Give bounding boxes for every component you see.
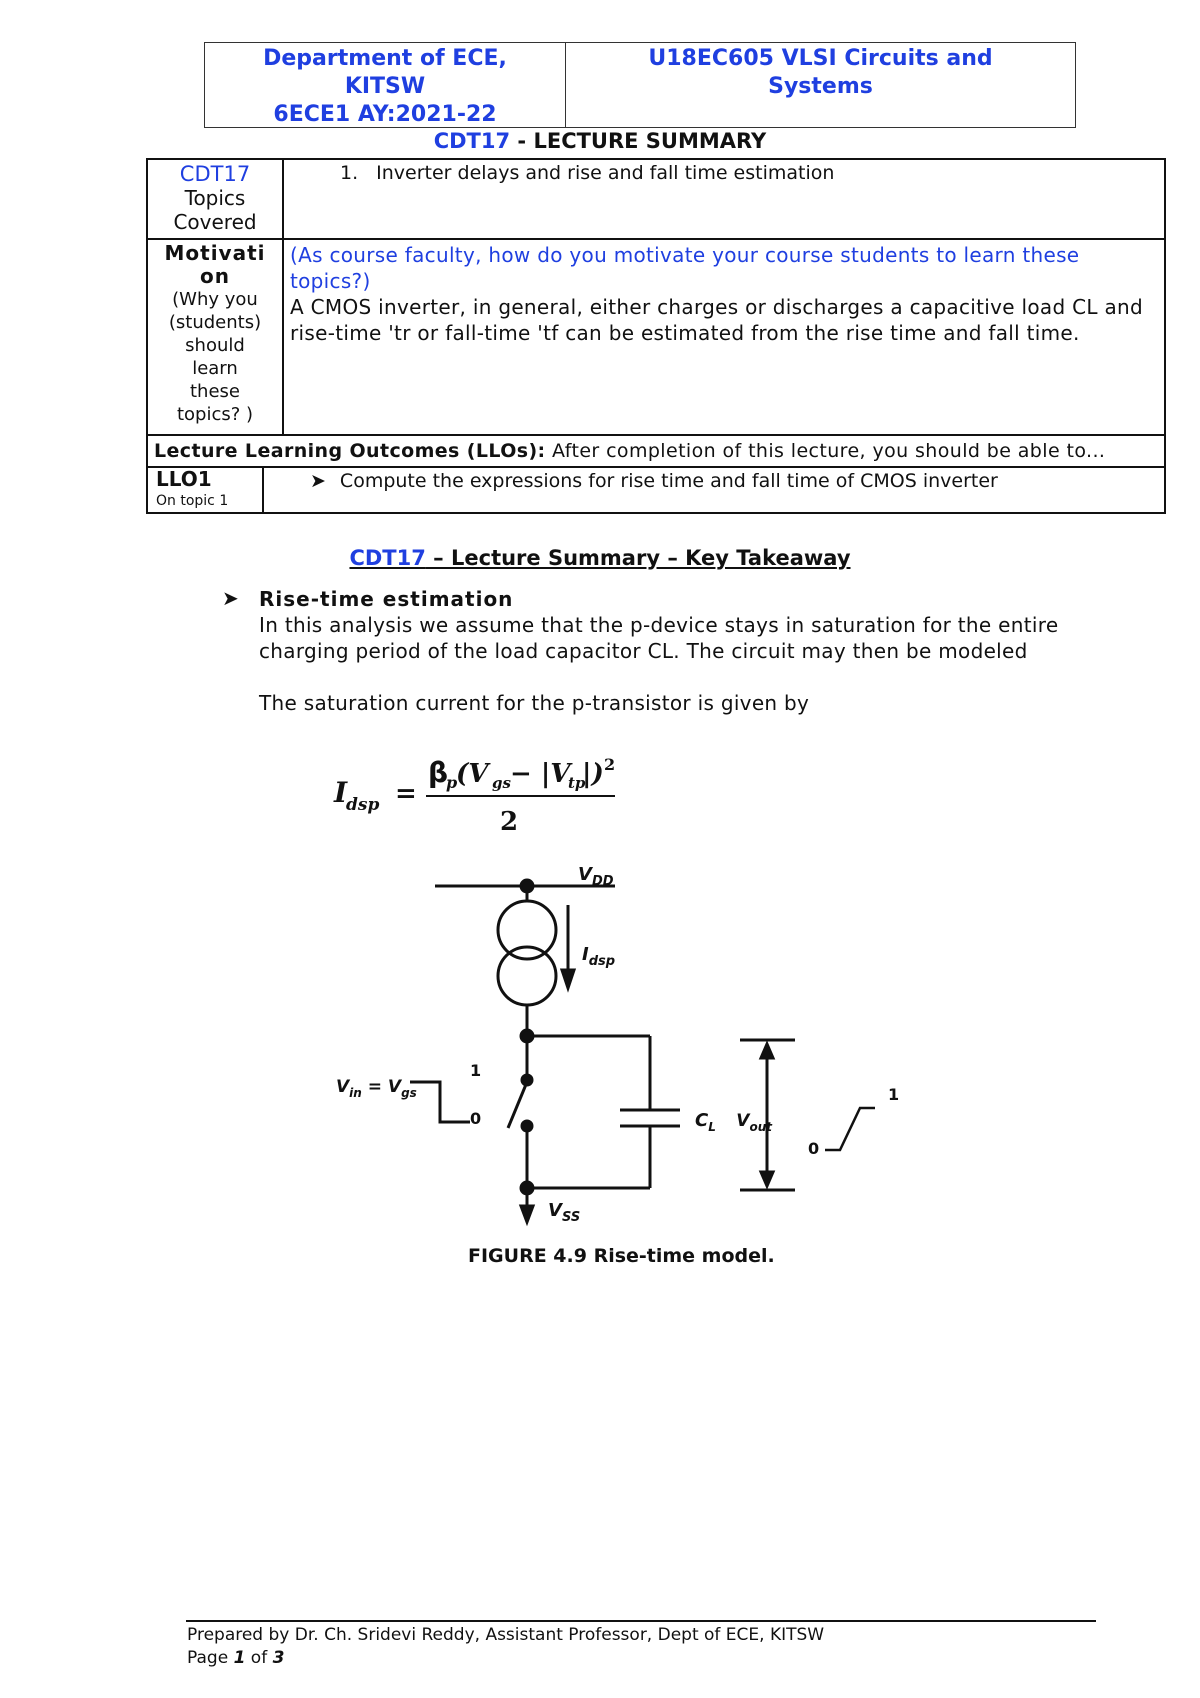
topics-row: [147, 159, 1165, 239]
motivation-sub1: (Why you: [172, 289, 258, 310]
topics-label-line3: Covered: [173, 210, 257, 234]
llo-outcome-cell: [263, 468, 1164, 512]
formula-num-sub2: gs: [492, 774, 511, 792]
footer-divider: [186, 1620, 1096, 1622]
current-page: 1: [233, 1648, 246, 1668]
motivation-sub3: should: [185, 335, 245, 356]
formula-num-sub: p: [446, 773, 458, 792]
motivation-label-line1: Motivati: [164, 241, 266, 265]
llo-row: [147, 467, 1165, 513]
footer: [187, 1624, 824, 1670]
key-takeaway-code: CDT17: [349, 546, 426, 570]
formula-lhs: I: [334, 776, 348, 809]
department-name: Department of ECE,: [263, 46, 507, 71]
switch-label-one: 1: [470, 1061, 482, 1080]
llo-outcome-text: Compute the expressions for rise time and fall time of CMOS inverter: [339, 470, 998, 492]
formula-lhs-sub: dsp: [346, 795, 380, 815]
content-body: [259, 586, 1099, 716]
vin-label: $V_{in} = V_{gs}$: [336, 1077, 417, 1100]
footer-page-number: Page 1 of 3: [187, 1648, 285, 1668]
vss-label: $V_{SS}$: [548, 1200, 581, 1225]
capacitor-label: $C_L$: [695, 1110, 716, 1134]
motivation-label-cell: [147, 239, 283, 435]
formula-num-part-c: |): [582, 759, 604, 789]
motivation-content-cell: [283, 239, 1165, 435]
current-source-upper: [498, 901, 556, 959]
llo-code-sub: On topic 1: [156, 493, 229, 509]
motivation-text: A CMOS inverter, in general, either charges or discharges a capacitive load CL and rise-time 'tr or fall-time 'tf can be estimated from the rise time and fall time.: [290, 295, 1144, 345]
header-box: [204, 42, 1076, 128]
key-takeaway-title: [0, 546, 1200, 570]
formula-numerator: β: [428, 756, 449, 789]
figure-caption: FIGURE 4.9 Rise-time model.: [468, 1245, 775, 1267]
llo-heading-rest: After completion of this lecture, you should be able to...: [545, 440, 1106, 462]
paragraph-2: The saturation current for the p-transistor is given by: [259, 691, 810, 715]
footer-prepared-by: Prepared by Dr. Ch. Sridevi Reddy, Assistant Professor, Dept of ECE, KITSW: [187, 1625, 825, 1645]
topics-content-cell: [283, 159, 1165, 239]
lecture-summary-title: [0, 129, 1200, 153]
summary-code: CDT17: [433, 129, 511, 153]
department-cell: [205, 43, 566, 127]
section-heading: Rise-time estimation: [259, 587, 514, 611]
rise-time-model-figure: [320, 850, 940, 1270]
formula-equals: =: [395, 779, 417, 809]
topics-label-cell: [147, 159, 283, 239]
vin-step: [410, 1082, 470, 1122]
vout-label: $V_{out}$: [736, 1111, 772, 1134]
topic-number: 1.: [340, 162, 359, 184]
motivation-label-line2: on: [200, 264, 230, 288]
llo-row-cell: [147, 467, 1165, 513]
formula-denominator: 2: [500, 807, 519, 837]
summary-table: [146, 158, 1166, 514]
llo-heading-row: [147, 435, 1165, 467]
motivation-sub2: (students): [168, 312, 262, 333]
llo-code-cell: [148, 468, 263, 512]
formula-num-part-b: − |V: [510, 759, 571, 789]
course-title-line1: U18EC605 VLSI Circuits and: [648, 46, 993, 71]
motivation-sub5: these: [190, 381, 240, 402]
formula-num-sub3: tp: [568, 774, 586, 792]
formula-num-sup: 2: [604, 755, 616, 774]
current-source-lower: [498, 947, 556, 1005]
llo-code: LLO1: [156, 467, 212, 491]
course-cell: [566, 43, 1075, 127]
llo-arrow-icon: ➤: [310, 470, 326, 492]
llo-heading-cell: [147, 435, 1165, 467]
motivation-row: [147, 239, 1165, 435]
waveform-label-one: 1: [888, 1085, 900, 1104]
llo-table: [148, 468, 1164, 512]
summary-title-rest: - LECTURE SUMMARY: [510, 129, 767, 153]
total-pages: 3: [272, 1648, 285, 1668]
topics-code: CDT17: [179, 162, 251, 186]
class-year: 6ECE1 AY:2021-22: [273, 102, 497, 127]
institute-name: KITSW: [344, 74, 426, 99]
motivation-question: (As course faculty, how do you motivate your course students to learn these topics?): [290, 243, 1080, 293]
bullet-arrow-icon: ➤: [222, 586, 239, 610]
course-title-line2: Systems: [768, 74, 873, 99]
llo-heading-bold: Lecture Learning Outcomes (LLOs):: [154, 440, 546, 462]
topics-label-line2: Topics: [184, 186, 246, 210]
key-takeaway-rest: – Lecture Summary – Key Takeaway: [425, 546, 851, 570]
idsp-label: $I_{dsp}$: [582, 944, 616, 969]
motivation-sub6: topics? ): [176, 404, 254, 425]
output-waveform: [825, 1108, 875, 1150]
topic-text: Inverter delays and rise and fall time estimation: [376, 162, 835, 184]
paragraph-1: In this analysis we assume that the p-device stays in saturation for the entire charging period of the load capacitor CL. The circuit may then be modeled: [259, 613, 1059, 663]
motivation-sub4: learn: [192, 358, 238, 379]
saturation-current-formula: [320, 752, 620, 842]
vdd-label: $V_{DD}$: [578, 864, 614, 889]
switch-label-zero: 0: [470, 1109, 482, 1128]
waveform-label-zero: 0: [808, 1139, 820, 1158]
formula-num-part-a: (V: [456, 759, 489, 789]
